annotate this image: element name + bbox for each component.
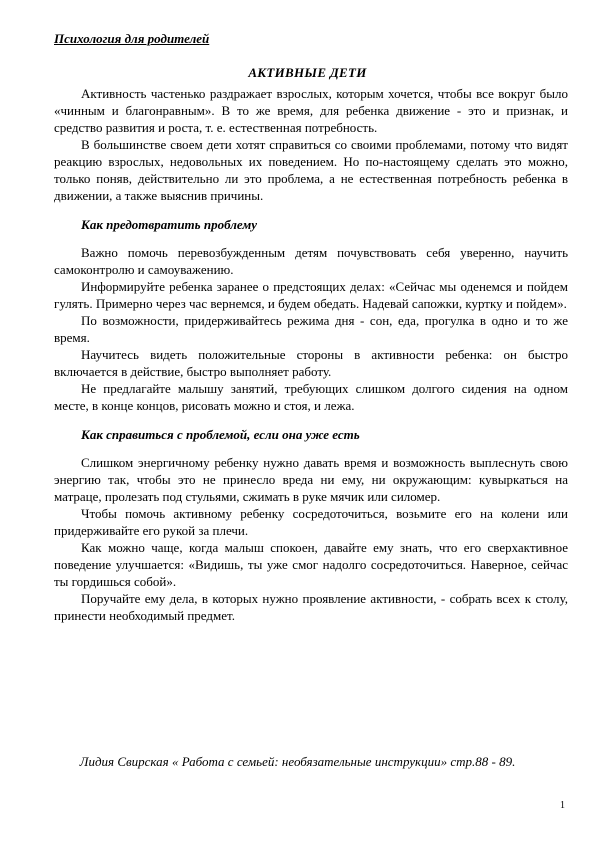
- section1-paragraph-2: Информируйте ребенка заранее о предстоящих делах: «Сейчас мы оденемся и пойдем гулять. Примерно через час вернемся, и будем обедать. Надевай сапожки, куртку и пойдем».: [54, 279, 568, 311]
- article-title: АКТИВНЫЕ ДЕТИ: [248, 65, 367, 80]
- page-number: 1: [560, 800, 565, 811]
- section1-heading: Как предотвратить проблему: [81, 217, 258, 232]
- section1-paragraph-3: По возможности, придерживайтесь режима дня - сон, еда, прогулка в одно и то же время.: [54, 313, 568, 345]
- section1-paragraph-1: Важно помочь перевозбужденным детям почувствовать себя уверенно, научить самоконтролю и самоуважению.: [54, 245, 568, 277]
- source-citation: Лидия Свирская « Работа с семьей: необязательные инструкции» стр.88 - 89.: [79, 754, 516, 769]
- section2-paragraph-1: Слишком энергичному ребенку нужно давать время и возможность выплеснуть свою энергию так, чтобы это не принесло вреда ни ему, ни окружающим: кувыркаться на матраце, пролезать под стульями, сжимать в руке мячик или силомер.: [54, 455, 568, 504]
- section2-paragraph-2: Чтобы помочь активному ребенку сосредоточиться, возьмите его на колени или придерживайте его рукой за плечи.: [54, 506, 568, 538]
- page-header: Психология для родителей: [54, 31, 210, 46]
- article-body: [54, 85, 568, 624]
- intro-paragraph-1: Активность частенько раздражает взрослых, которым хочется, чтобы все вокруг было «чинным и благонравным». В то же время, для ребенка движение - это и признак, и средство развития и роста, т. е. естественная потребность.: [54, 86, 568, 135]
- section1-paragraph-5: Не предлагайте малышу занятий, требующих слишком долгого сидения на одном месте, в конце концов, рисовать можно и стоя, и лежа.: [54, 381, 568, 413]
- section2-paragraph-4: Поручайте ему дела, в которых нужно проявление активности, - собрать всех к столу, принести необходимый предмет.: [54, 591, 568, 623]
- section2-paragraph-3: Как можно чаще, когда малыш спокоен, давайте ему знать, что его сверхактивное поведение улучшается: «Видишь, ты уже смог надолго сосредоточиться. Наверное, сейчас ты гордишься собой».: [54, 540, 568, 589]
- intro-paragraph-2: В большинстве своем дети хотят справиться со своими проблемами, потому что видят реакцию взрослых, недовольных их поведением. Но по-настоящему сделать это можно, только поняв, действительно ли это проблема, а не естественная потребность ребенка в движении, а также выяснив причины.: [54, 137, 568, 203]
- section2-heading: Как справиться с проблемой, если она уже есть: [81, 427, 360, 442]
- section1-paragraph-4: Научитесь видеть положительные стороны в активности ребенка: он быстро включается в действие, быстро выполняет работу.: [54, 347, 568, 379]
